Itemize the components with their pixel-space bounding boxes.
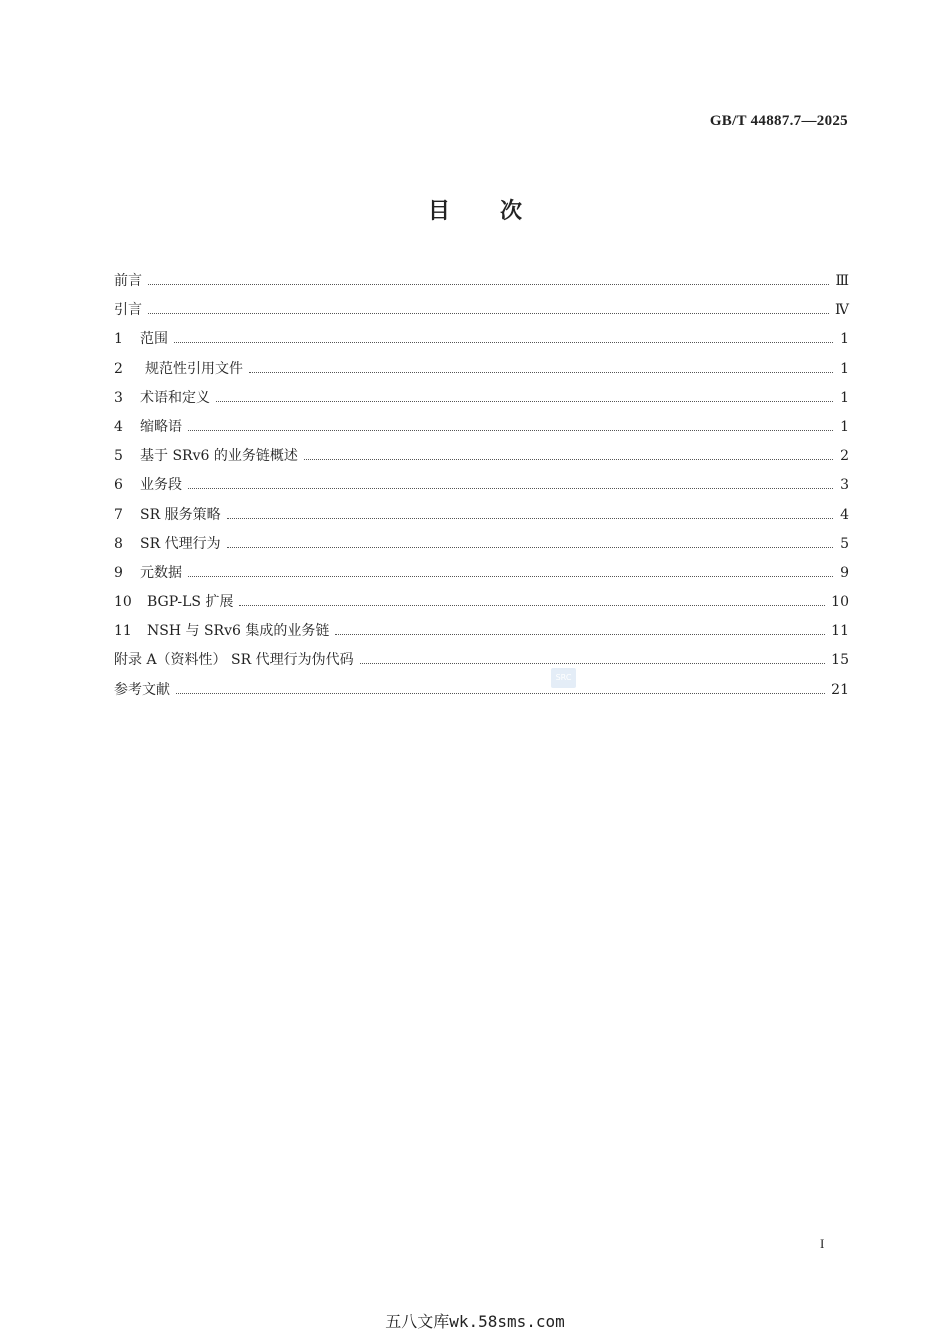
toc-entry[interactable]	[114, 474, 849, 503]
watermark-logo: SRC	[551, 668, 576, 688]
toc-entry-page: 1	[840, 389, 849, 406]
toc-entry-label: 规范性引用文件	[145, 360, 243, 377]
toc-entry-page: 15	[831, 652, 849, 669]
toc-entry[interactable]	[114, 679, 849, 708]
toc-leader-dots	[227, 517, 833, 519]
toc-entry-page: 5	[840, 535, 849, 552]
toc-entry-label: BGP-LS 扩展	[147, 594, 234, 611]
standard-code: GB/T 44887.7—2025	[709, 113, 848, 129]
toc-entry-page: 10	[831, 594, 849, 611]
toc-entry-number: 3	[114, 389, 123, 406]
toc-entry-label: 附录 A（资料性） SR 代理行为伪代码	[114, 652, 354, 669]
toc-entry[interactable]	[114, 445, 849, 474]
toc-entry-label: 缩略语	[140, 418, 182, 435]
toc-entry-page: Ⅲ	[835, 273, 849, 289]
toc-entry-page: 11	[831, 623, 849, 640]
page-number: I	[820, 1236, 825, 1251]
toc-leader-dots	[360, 662, 826, 664]
toc-entry-number: 2	[114, 360, 123, 377]
toc-entry-label: SR 服务策略	[140, 506, 221, 523]
toc-leader-dots	[227, 546, 833, 548]
toc-entry[interactable]	[114, 649, 849, 678]
toc-leader-dots	[239, 604, 825, 606]
toc-entry[interactable]	[114, 620, 849, 649]
toc-entry[interactable]	[114, 562, 849, 591]
toc-entry-page: 1	[840, 360, 849, 377]
toc-leader-dots	[188, 487, 833, 489]
toc-entry[interactable]	[114, 533, 849, 562]
toc-entry-page: 2	[840, 448, 849, 465]
toc-entry-number: 5	[114, 448, 123, 465]
toc-entry-label: SR 代理行为	[140, 535, 221, 552]
toc-entry-label: 术语和定义	[140, 389, 210, 406]
toc-entry-number: 9	[114, 564, 123, 581]
toc-entry-label: 元数据	[140, 564, 182, 581]
toc-leader-dots	[188, 429, 833, 431]
toc-entry[interactable]	[114, 591, 849, 620]
toc-leader-dots	[304, 458, 833, 460]
toc-entry-page: 1	[840, 331, 849, 348]
toc-leader-dots	[176, 692, 825, 694]
toc-entry-label: 引言	[114, 302, 142, 319]
toc-entry[interactable]	[114, 299, 849, 328]
toc-entry-number: 7	[114, 506, 123, 523]
toc-leader-dots	[148, 312, 829, 314]
toc-entry[interactable]	[114, 358, 849, 387]
toc-leader-dots	[216, 400, 833, 402]
toc-entry-number: 10	[114, 594, 132, 611]
toc-entry-label: 前言	[114, 273, 142, 289]
toc-title: 目次	[427, 198, 572, 224]
toc-entry-page: 21	[831, 681, 849, 698]
toc-entry[interactable]	[114, 504, 849, 533]
toc-leader-dots	[188, 575, 833, 577]
toc-entry-number: 11	[114, 623, 132, 640]
toc-entry[interactable]	[114, 328, 849, 357]
table-of-contents	[114, 270, 849, 708]
toc-entry[interactable]	[114, 387, 849, 416]
toc-entry-page: 1	[840, 418, 849, 435]
toc-entry-number: 1	[114, 331, 123, 348]
toc-entry-page: 3	[840, 477, 849, 494]
toc-entry-page: 4	[840, 506, 849, 523]
toc-entry-label: NSH 与 SRv6 集成的业务链	[147, 623, 330, 640]
toc-entry-page: 9	[840, 564, 849, 581]
toc-entry-label: 基于 SRv6 的业务链概述	[140, 448, 298, 465]
toc-leader-dots	[249, 371, 833, 373]
toc-entry-number: 8	[114, 535, 123, 552]
toc-entry-label: 业务段	[140, 477, 182, 494]
toc-entry[interactable]	[114, 270, 849, 299]
toc-leader-dots	[148, 283, 829, 285]
toc-entry-label: 参考文献	[114, 681, 170, 698]
toc-entry-number: 6	[114, 477, 123, 494]
toc-entry-number: 4	[114, 418, 123, 435]
toc-entry-page: Ⅳ	[835, 302, 849, 319]
toc-entry-label: 范围	[140, 331, 168, 348]
toc-leader-dots	[174, 341, 833, 343]
toc-leader-dots	[335, 633, 825, 635]
toc-entry[interactable]	[114, 416, 849, 445]
footer-source: 五八文库wk.58sms.com	[385, 1312, 565, 1331]
